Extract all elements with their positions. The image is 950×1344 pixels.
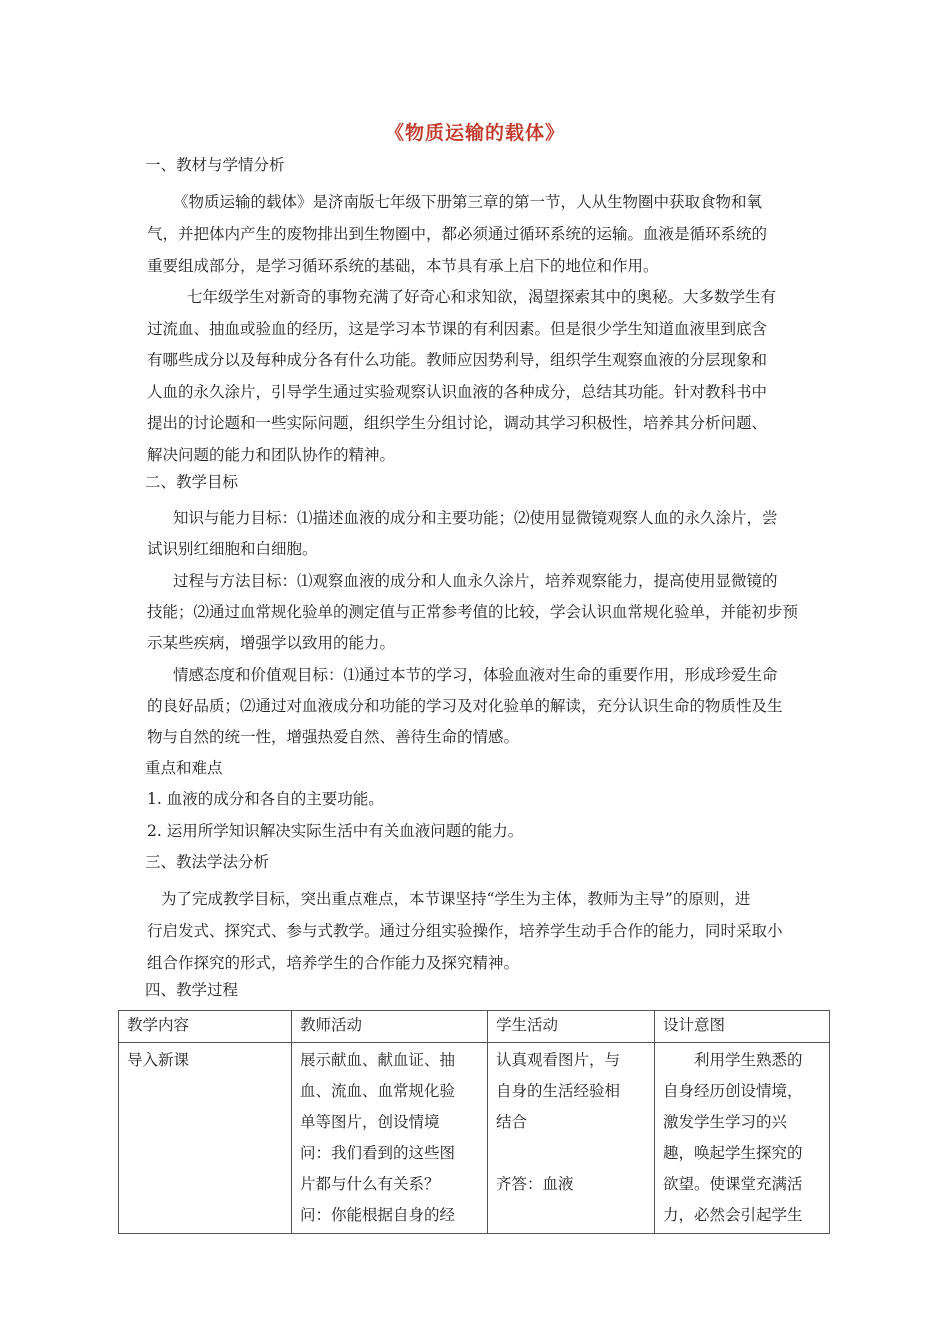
cell-text: 利用学生熟悉的 — [694, 1051, 803, 1069]
cell-text: 问：我们看到的这些图 — [300, 1144, 456, 1162]
key-points-heading: 重点和难点 — [145, 759, 223, 777]
cell-text: 结合 — [496, 1113, 528, 1131]
text-line: 示某些疾病，增强学以致用的能力。 — [147, 634, 396, 652]
table-cell-teacher — [292, 1043, 488, 1234]
text-line: 《物质运输的载体》是济南版七年级下册第三章的第一节，人从生物圈中获取食物和氧 — [173, 193, 763, 211]
paragraph-textbook-analysis — [147, 186, 827, 282]
cell-text: 血、流血、血常规化验 — [300, 1082, 456, 1100]
table-cell-design — [655, 1043, 830, 1234]
cell-text: 趣，唤起学生探究的 — [663, 1144, 803, 1162]
section-heading-methods: 三、教法学法分析 — [145, 853, 270, 871]
cell-text — [496, 1200, 646, 1231]
text-line: 组合作探究的形式，培养学生的合作能力及探究精神。 — [147, 954, 520, 972]
cell-text: 欲望。使课堂充满活 — [663, 1175, 803, 1193]
paragraph-goal-emotion — [147, 660, 827, 753]
column-header: 教师活动 — [292, 1011, 488, 1043]
section-heading-analysis: 一、教材与学情分析 — [145, 156, 285, 174]
cell-text: 展示献血、献血证、抽 — [300, 1051, 456, 1069]
text-line: 有哪些成分以及每种成分各有什么功能。教师应因势利导，组织学生观察血液的分层现象和 — [147, 351, 768, 369]
text-line: 提出的讨论题和一些实际问题，组织学生分组讨论，调动其学习积极性，培养其分析问题、 — [147, 414, 768, 432]
text-line: 过程与方法目标：⑴观察血液的成分和人血永久涂片，培养观察能力，提高使用显微镜的 — [173, 572, 778, 590]
column-header: 设计意图 — [655, 1011, 830, 1043]
document-title: 《物质运输的载体》 — [384, 122, 565, 144]
text-line: 技能；⑵通过血常规化验单的测定值与正常参考值的比较，学会认识血常规化验单，并能初步预 — [147, 603, 799, 621]
text-line: 情感态度和价值观目标：⑴通过本节的学习，体验血液对生命的重要作用，形成珍爱生命 — [173, 666, 778, 684]
paragraph-goal-process — [147, 566, 827, 659]
text-line: 过流血、抽血或验血的经历，这是学习本节课的有利因素。但是很少学生知道血液里到底含 — [147, 319, 768, 338]
cell-text: 自身经历创设情境， — [663, 1082, 803, 1100]
section-heading-goals: 二、教学目标 — [145, 473, 239, 491]
column-header: 教学内容 — [119, 1011, 292, 1043]
text-line: 知识与能力目标：⑴描述血液的成分和主要功能；⑵使用显微镜观察人血的永久涂片，尝 — [173, 509, 778, 527]
cell-text: 齐答：血液 — [496, 1175, 574, 1193]
column-header: 学生活动 — [488, 1011, 655, 1043]
cell-text: 激发学生学习的兴 — [663, 1113, 788, 1131]
cell-text: 导入新课 — [127, 1051, 190, 1069]
cell-text: 力，必然会引起学生 — [663, 1206, 803, 1224]
cell-text: 自身的生活经验相 — [496, 1082, 621, 1100]
table-cell-content — [119, 1043, 292, 1234]
text-line: 重要组成部分，是学习循环系统的基础，本节具有承上启下的地位和作用。 — [147, 257, 659, 275]
key-point-2: 2. 运用所学知识解决实际生活中有关血液问题的能力。 — [147, 822, 524, 840]
text-line: 物与自然的统一性，增强热爱自然、善待生命的情感。 — [147, 728, 520, 746]
text-line: 气，并把体内产生的废物排出到生物圈中，都必须通过循环系统的运输。血液是循环系统的 — [147, 225, 768, 243]
text-line: 试识别红细胞和白细胞。 — [147, 540, 318, 558]
key-point-1: 1. 血液的成分和各自的主要功能。 — [147, 790, 384, 808]
teaching-process-table — [118, 1010, 830, 1234]
text-line: 人血的永久涂片，引导学生通过实验观察认识血液的各种成分，总结其功能。针对教科书中 — [147, 382, 768, 401]
section-heading-process: 四、教学过程 — [145, 981, 239, 999]
cell-text: 单等图片，创设情境 — [300, 1113, 440, 1131]
paragraph-student-analysis — [147, 282, 827, 471]
paragraph-methods — [147, 883, 827, 979]
text-line: 七年级学生对新奇的事物充满了好奇心和求知欲，渴望探索其中的奥秘。大多数学生有 — [187, 288, 777, 306]
text-line: 行启发式、探究式、参与式教学。通过分组实验操作，培养学生动手合作的能力，同时采取小 — [147, 922, 783, 940]
cell-text: 问：你能根据自身的经 — [300, 1206, 456, 1224]
cell-text: 片都与什么有关系？ — [300, 1175, 440, 1193]
text-line: 解决问题的能力和团队协作的精神。 — [147, 445, 396, 464]
cell-text — [496, 1138, 646, 1169]
table-header-row — [119, 1011, 830, 1043]
text-line: 为了完成教学目标，突出重点难点，本节课坚持“学生为主体，教师为主导”的原则，进 — [161, 890, 751, 908]
cell-text: 认真观看图片，与 — [496, 1051, 621, 1069]
text-line: 的良好品质；⑵通过对血液成分和功能的学习及对化验单的解读，充分认识生命的物质性及生 — [147, 697, 783, 715]
paragraph-goal-knowledge — [147, 503, 827, 565]
table-row — [119, 1043, 830, 1234]
table-cell-student — [488, 1043, 655, 1234]
